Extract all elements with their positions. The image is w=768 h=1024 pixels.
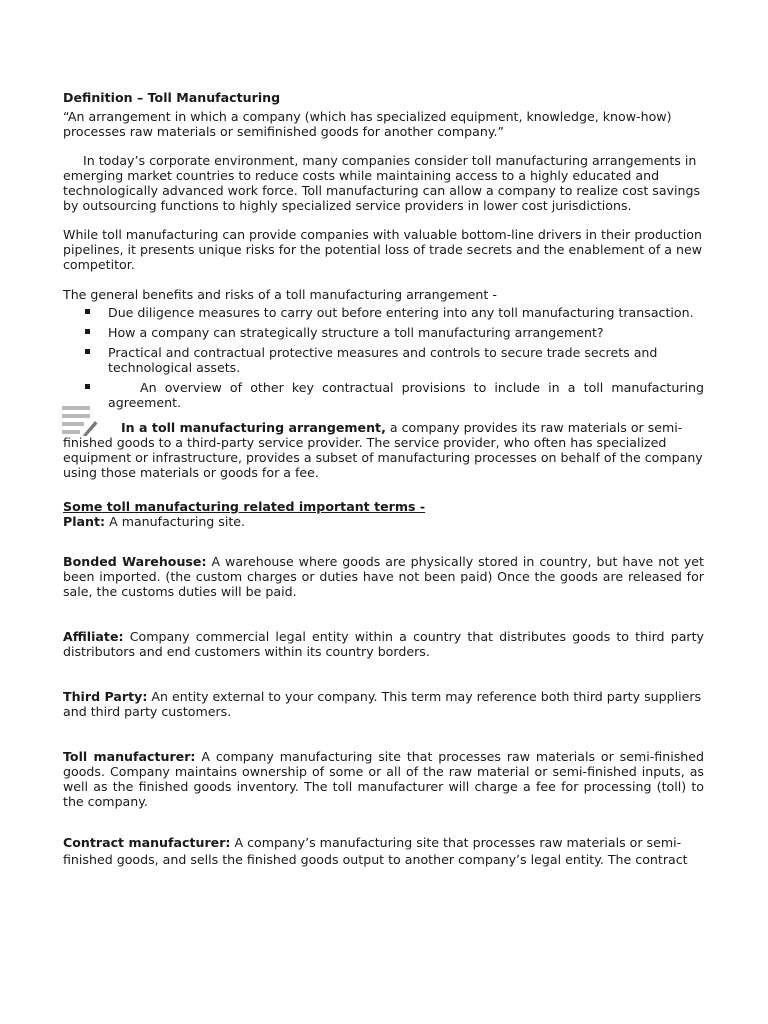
- definition-title: Definition – Toll Manufacturing: [63, 90, 281, 105]
- terms-heading: Some toll manufacturing related important terms -: [63, 499, 426, 514]
- list-item: An overview of other key contractual provisions to include in a toll manufacturing agreement.: [63, 380, 704, 410]
- term-toll-manufacturer: Toll manufacturer: A company manufacturing site that processes raw materials or semi-finished goods. Company maintains ownership of some or all of the raw material or semi-finished inputs, as well as the finished goods inventory. The toll manufacturer will charge a fee for processing (toll) to the company.: [63, 749, 704, 809]
- term-plant: Plant: A manufacturing site.: [63, 514, 246, 529]
- list-item: Practical and contractual protective measures and controls to secure trade secrets and technological assets.: [63, 345, 704, 375]
- term-third-party: Third Party: An entity external to your company. This term may reference both third party suppliers and third party customers.: [63, 689, 702, 719]
- paragraph-corporate-environment: In today’s corporate environment, many companies consider toll manufacturing arrangements in emerging market countries to reduce costs while maintaining access to a highly educated and technologically advanced work force. Toll manufacturing can allow a company to realize cost savings by outsourcing functions to highly specialized service providers in lower cost jurisdictions.: [63, 153, 701, 213]
- benefits-intro: The general benefits and risks of a toll manufacturing arrangement -: [63, 287, 497, 302]
- benefits-list: [63, 305, 704, 410]
- note-bold-lead: In a toll manufacturing arrangement,: [121, 420, 386, 435]
- note-block: [63, 420, 704, 480]
- list-item: Due diligence measures to carry out before entering into any toll manufacturing transaction.: [63, 305, 704, 320]
- document-page: [63, 90, 704, 898]
- term-bonded-warehouse: Bonded Warehouse: A warehouse where goods are physically stored in country, but have not yet been imported. (the custom charges or duties have not been paid) Once the goods are released for sale, the customs duties will be paid.: [63, 554, 704, 599]
- note-text: a company provides its raw materials or semi-finished goods to a third-party service provider. The service provider, who often has specialized equipment or infrastructure, provides a subset of manufacturing processes on behalf of the company using those materials or goods for a fee.: [63, 420, 703, 480]
- list-item: How a company can strategically structure a toll manufacturing arrangement?: [63, 325, 704, 340]
- term-affiliate: Affiliate: Company commercial legal entity within a country that distributes goods to third party distributors and end customers within its country borders.: [63, 629, 704, 659]
- term-contract-manufacturer: Contract manufacturer: A company’s manufacturing site that processes raw materials or semi-finished goods, and sells the finished goods output to another company’s legal entity. The contract: [63, 835, 688, 867]
- bullet-square-icon: [85, 329, 90, 334]
- paragraph-risks: While toll manufacturing can provide companies with valuable bottom-line drivers in their production pipelines, it presents unique risks for the potential loss of trade secrets and the enablement of a new competitor.: [63, 227, 703, 272]
- bullet-square-icon: [85, 349, 90, 354]
- definition-quote: “An arrangement in which a company (which has specialized equipment, knowledge, know-how) processes raw materials or semifinished goods for another company.”: [63, 109, 672, 139]
- bullet-square-icon: [85, 384, 90, 389]
- bullet-square-icon: [85, 309, 90, 314]
- note-paragraph: [63, 420, 704, 480]
- note-icon: [62, 404, 98, 436]
